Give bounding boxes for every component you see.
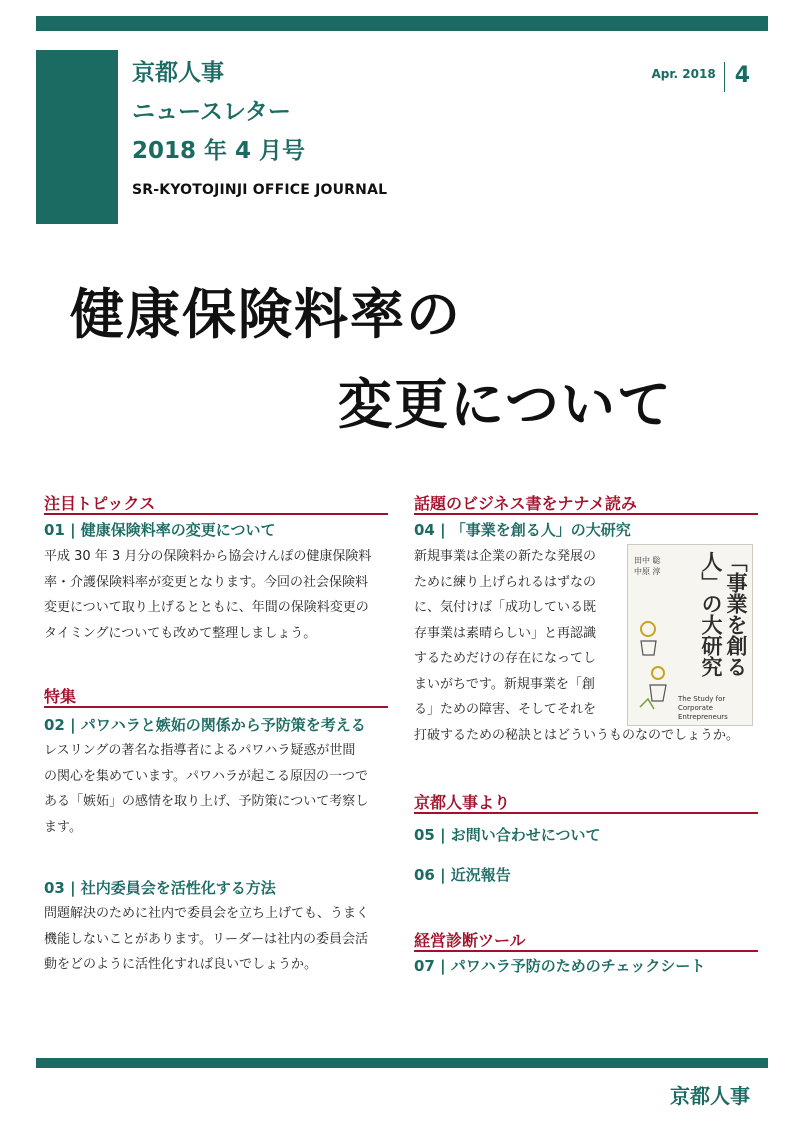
- summary-line: の関心を集めています。パワハラが起こる原因の一つで: [44, 768, 368, 784]
- headline-line-2: 変更について: [338, 373, 673, 436]
- summary-line: するためだけの存在になってし: [414, 651, 597, 666]
- logo-block: [36, 50, 118, 224]
- section-title-office-news: 京都人事より: [414, 793, 511, 812]
- section-rule: [414, 950, 758, 952]
- issue-badge: [651, 62, 750, 92]
- book-authors: 田中 聡 中原 淳: [634, 556, 661, 576]
- section-rule: [44, 706, 388, 708]
- summary-line: 新規事業は企業の新たな発展の: [414, 549, 597, 564]
- brand-newsletter-label: ニュースレター: [132, 99, 291, 125]
- summary-line: 存事業は素晴らしい」と再認識: [414, 625, 597, 641]
- summary-line: タイミングについても改めて整理しましょう。: [44, 625, 317, 641]
- article-03-title[interactable]: 03 | 社内委員会を活性化する方法: [44, 879, 276, 897]
- section-title-feature: 特集: [44, 687, 77, 706]
- section-title-diagnosis-tool: 経営診断ツール: [414, 931, 526, 950]
- issue-title: 2018 年 4 月号: [132, 138, 306, 164]
- summary-line: 問題解決のために社内で委員会を立ち上げても、うまく: [44, 906, 370, 921]
- article-01-summary: [44, 544, 394, 646]
- article-05-title[interactable]: 05 | お問い合わせについて: [414, 826, 601, 844]
- summary-line: レスリングの著名な指導者によるパワハラ疑惑が世間: [44, 743, 356, 758]
- article-02-title[interactable]: 02 | パワハラと嫉妬の関係から予防策を考える: [44, 716, 366, 734]
- summary-line: る」ための障害、そしてそれを: [414, 702, 597, 717]
- section-rule: [414, 513, 758, 515]
- summary-line: 機能しないことがあります。リーダーは社内の委員会活: [44, 931, 368, 947]
- article-04-title[interactable]: 04 | 「事業を創る人」の大研究: [414, 521, 631, 539]
- bottom-accent-bar: [36, 1058, 768, 1068]
- issue-number: 4: [734, 63, 750, 88]
- summary-line: ます。: [44, 819, 82, 835]
- section-title-topics: 注目トピックス: [44, 494, 156, 513]
- footer-brand: 京都人事: [670, 1084, 750, 1108]
- brand-name: 京都人事: [132, 60, 224, 86]
- summary-line: 率・介護保険料率が変更となります。今回の社会保険料: [44, 574, 368, 590]
- doodle-figures-icon: [636, 615, 670, 715]
- issue-date: Apr. 2018: [651, 67, 716, 81]
- top-accent-bar: [36, 16, 768, 31]
- summary-line: ために練り上げられるはずなの: [414, 574, 597, 590]
- section-title-book-review: 話題のビジネス書をナナメ読み: [414, 494, 637, 513]
- article-03-summary: [44, 901, 394, 978]
- book-cover-image: [627, 544, 753, 726]
- journal-subtitle: SR-KYOTOJINJI OFFICE JOURNAL: [132, 182, 388, 198]
- article-01-title[interactable]: 01 | 健康保険料率の変更について: [44, 521, 276, 539]
- summary-line: ある「嫉妬」の感情を取り上げ、予防策について考察し: [44, 794, 369, 809]
- newsletter-brand: [132, 54, 305, 171]
- summary-line: 動をどのように活性化すれば良いでしょうか。: [44, 957, 318, 972]
- headline-line-1: 健康保険料率の: [70, 283, 462, 346]
- summary-line: 平成 30 年 3 月分の保険料から協会けんぽの健康保険料: [44, 549, 372, 564]
- section-rule: [414, 812, 758, 814]
- book-subtitle: The Study for Corporate Entrepreneurs: [678, 695, 728, 721]
- article-07-title[interactable]: 07 | パワハラ予防のためのチェックシート: [414, 957, 706, 975]
- article-06-title[interactable]: 06 | 近況報告: [414, 866, 511, 884]
- section-rule: [44, 513, 388, 515]
- summary-line: まいがちです。新規事業を「創: [414, 676, 595, 692]
- summary-line: 変更について取り上げるとともに、年間の保険料変更の: [44, 600, 369, 615]
- summary-line: 打破するための秘訣とはどういうものなのでしょうか。: [414, 727, 740, 743]
- summary-line: に、気付けば「成功している既: [414, 600, 597, 615]
- book-title: 「事業を創る人」の大研究: [699, 551, 748, 677]
- article-02-summary: [44, 738, 394, 840]
